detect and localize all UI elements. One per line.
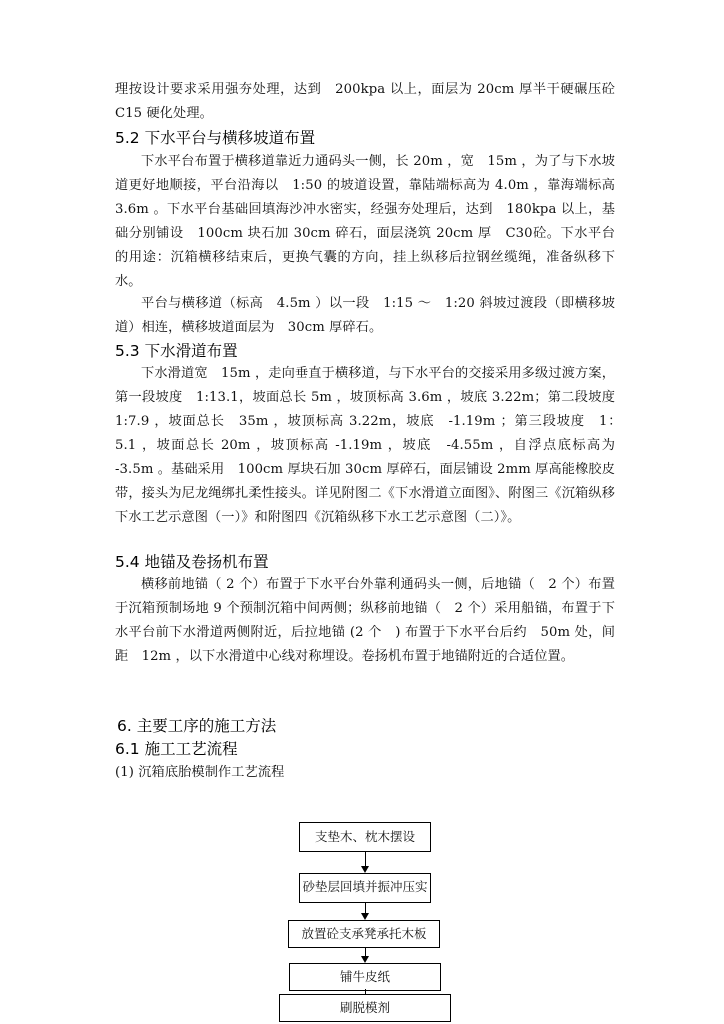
- paragraph-5-2-b: 平台与横移道（标高 4.5m ）以一段 1:15 ～ 1:20 斜坡过渡段（即横移坡道）相连，横移坡道面层为 30cm 厚碎石。: [115, 296, 615, 335]
- paragraph-5-3: 下水滑道宽 15m ，走向垂直于横移道，与下水平台的交接采用多级过渡方案，第一段坡度 1:13.1，坡面总长 5m ，坡顶标高 3.6m ，坡底 3.22m；第二段坡度 1:7.9 ，坡面总长 35m ，坡顶标高 3.22m，坡底 -1.19m ；第三段坡度 1： 5.1 ，坡面总长 20m ，坡顶标高 -1.19m ，坡底 -4.55m ，自浮点底标高为 -3.5m 。基础采用 100cm 厚块石加 30cm 厚碎石，面层铺设 2mm 厚高能橡胶皮带，接头为尼龙绳绑扎柔性接头。详见附图二《下水滑道立面图》、附图三《沉箱纵移下水工艺示意图（一）》和附图四《沉箱纵移下水工艺示意图（二）》。: [115, 366, 629, 525]
- intro-paragraph: 理按设计要求采用强夯处理，达到 200kpa 以上，面层为 20cm 厚半干硬碾压砼 C15 硬化处理。: [115, 82, 629, 121]
- heading-5-2: 5.2 下水平台与横移坡道布置: [115, 129, 316, 147]
- list-item-1: (1) 沉箱底胎模制作工艺流程: [115, 765, 285, 780]
- paragraph-5-2-a: 下水平台布置于横移道靠近力通码头一侧，长 20m ，宽 15m ，为了与下水坡道更好地顺接，平台沿海以 1:50 的坡道设置，靠陆端标高为 4.0m ，靠海端标高 3.6m 。下水平台基础回填海沙冲水密实，经强夯处理后，达到 180kpa 以上，基础分别铺设 100cm 块石加 30cm 碎石，面层浇筑 20cm 厚 C30砼。下水平台的用途：沉箱横移结束后，更换气囊的方向，挂上纵移后拉钢丝缆绳，准备纵移下水。: [115, 154, 615, 289]
- arrow-down-icon: [361, 956, 369, 963]
- heading-6: 6. 主要工序的施工方法: [117, 717, 277, 735]
- flow-step-1: 支垫木、枕木摆设: [299, 822, 431, 852]
- heading-5-4: 5.4 地锚及卷扬机布置: [115, 553, 269, 571]
- paragraph-5-4: 横移前地锚（ 2 个）布置于下水平台外靠利通码头一侧，后地锚（ 2 个）布置于沉箱预制场地 9 个预制沉箱中间两侧；纵移前地锚（ 2 个）采用船锚，布置于下水平台前下水滑道两侧附近，后拉地锚 (2 个 ) 布置于下水平台后约 50m 处，间距 12m ，以下水滑道中心线对称埋设。卷扬机布置于地锚附近的合适位置。: [115, 577, 615, 664]
- flow-step-5: 刷脱模剂: [279, 994, 451, 1022]
- heading-6-1: 6.1 施工工艺流程: [115, 740, 238, 758]
- arrow-down-icon: [361, 913, 369, 920]
- flow-step-2: 砂垫层回填并振冲压实: [299, 873, 431, 903]
- flow-step-4: 铺牛皮纸: [289, 963, 441, 991]
- flow-step-3: 放置砼支承凳承托木板: [288, 920, 440, 948]
- heading-5-3: 5.3 下水滑道布置: [115, 342, 238, 360]
- arrow-down-icon: [361, 866, 369, 873]
